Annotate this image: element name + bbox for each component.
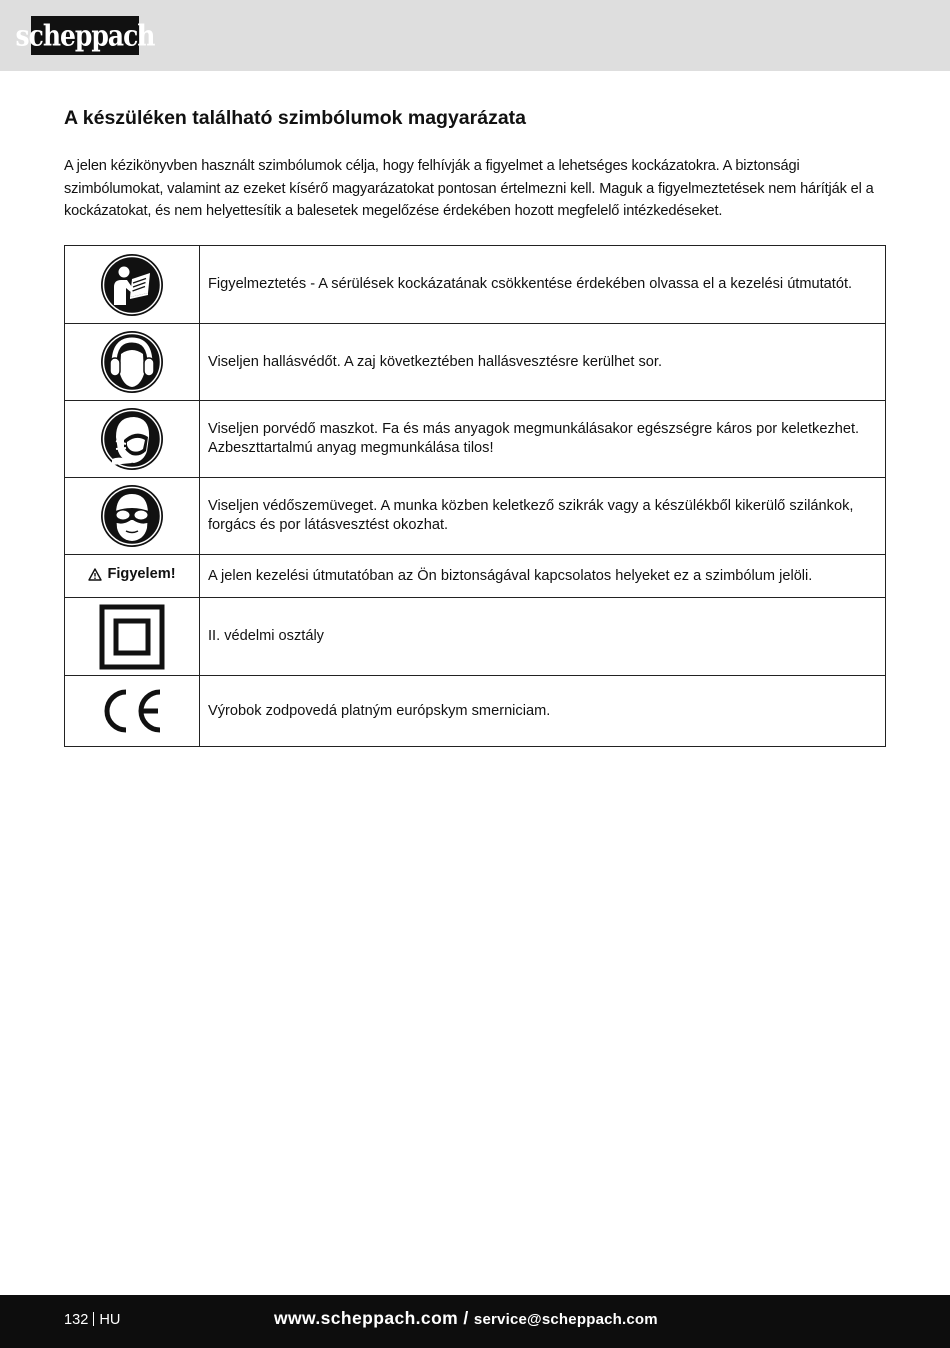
symbol-cell	[65, 478, 200, 555]
hearing-protection-icon	[100, 330, 164, 394]
footer-contact	[274, 1308, 658, 1329]
symbol-description: Figyelmeztetés - A sérülések kockázatának csökkentése érdekében olvassa el a kezelési útmutatót.	[200, 246, 886, 324]
symbol-table	[64, 245, 886, 747]
symbol-description: Viseljen védőszemüveget. A munka közben keletkező szikrák vagy a készülékből kikerülő szilánkok, forgács és por látásvesztést okozhat.	[200, 478, 886, 555]
symbol-cell	[65, 555, 200, 598]
warning-triangle-icon	[88, 568, 102, 581]
page-number: 132	[64, 1312, 89, 1328]
footer-divider	[93, 1312, 94, 1326]
symbol-cell	[65, 324, 200, 401]
page-footer	[0, 1295, 950, 1348]
table-row	[65, 598, 886, 676]
protection-class-2-icon	[99, 604, 165, 670]
table-row	[65, 478, 886, 555]
safety-goggles-icon	[100, 484, 164, 548]
symbol-description: II. védelmi osztály	[200, 598, 886, 676]
read-manual-icon	[100, 253, 164, 317]
page-header	[0, 0, 950, 71]
intro-paragraph: A jelen kézikönyvben használt szimbólumok célja, hogy felhívják a figyelmet a lehetséges kockázatokra. A biztonsági szimbólumokat, valamint az ezeket kísérő magyarázatokat pontosan értelmezni kell. Maguk a figyelmeztetések nem hárítják el a kockázatokat, és nem helyettesítik a balesetek megelőzése érdekében hozott megfelelő intézkedéseket.	[64, 158, 874, 219]
website-link[interactable]: www.scheppach.com /	[274, 1308, 469, 1328]
language-code: HU	[99, 1312, 121, 1328]
symbol-cell	[65, 676, 200, 747]
ce-mark-icon	[98, 686, 166, 736]
warning-label	[88, 566, 175, 582]
symbol-cell	[65, 246, 200, 324]
symbol-description: A jelen kezelési útmutatóban az Ön biztonságával kapcsolatos helyeket ez a szimbólum jelöli.	[200, 555, 886, 598]
table-row	[65, 324, 886, 401]
symbol-description: Výrobok zodpovedá platným európskym smerniciam.	[200, 676, 886, 747]
table-row	[65, 246, 886, 324]
symbol-cell	[65, 598, 200, 676]
warning-label-text: Figyelem!	[107, 566, 176, 583]
section-title: A készüléken található szimbólumok magyarázata	[64, 107, 527, 129]
symbol-cell	[65, 401, 200, 478]
table-row	[65, 676, 886, 747]
email-link[interactable]: service@scheppach.com	[473, 1311, 658, 1328]
table-row	[65, 401, 886, 478]
dust-mask-icon	[100, 407, 164, 471]
table-row	[65, 555, 886, 598]
symbol-description: Viseljen porvédő maszkot. Fa és más anyagok megmunkálásakor egészségre káros por keletkezhet. Azbeszttartalmú anyag megmunkálása tilos!	[200, 401, 886, 478]
scheppach-logo: scheppach	[31, 16, 139, 55]
page-indicator	[64, 1312, 120, 1328]
symbol-description: Viseljen hallásvédőt. A zaj következtében hallásvesztésre kerülhet sor.	[200, 324, 886, 401]
